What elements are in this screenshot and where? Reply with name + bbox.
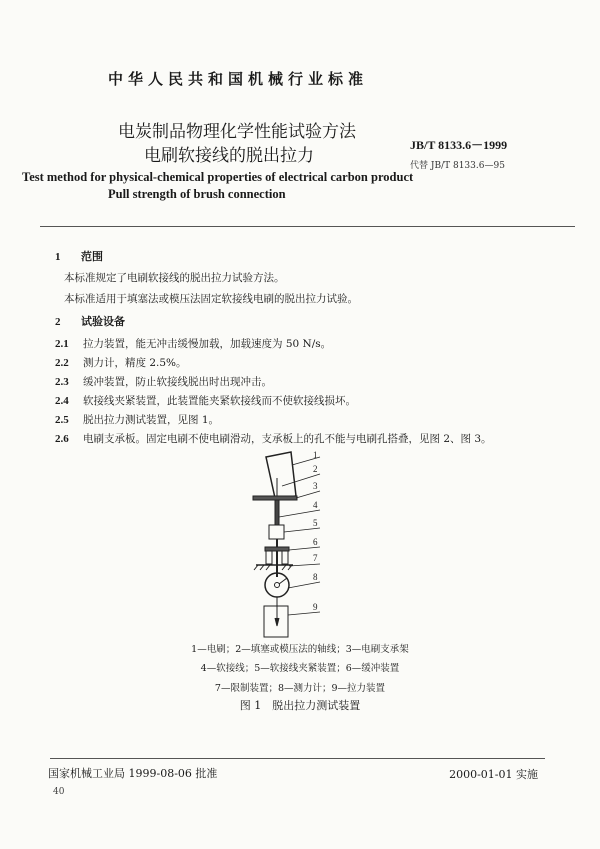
replaces-code: 代替 JB/T 8133.6—95 [410, 161, 505, 171]
list-item: 2.5 脱出拉力测试装置，见图 1。 [55, 414, 220, 426]
approval-text: 国家机械工业局 1999-08-06 批准 [48, 767, 218, 780]
figure-legend-line: 4—软接线；5—软接线夹紧装置；6—缓冲装置 [200, 663, 400, 674]
paragraph: 本标准规定了电刷软接线的脱出拉力试验方法。 [64, 272, 285, 284]
list-item: 2.1 拉力装置，能无冲击缓慢加载，加载速度为 50 N/s。 [55, 338, 332, 350]
label-7: 7 [313, 553, 318, 563]
figure-legend-line: 1—电刷；2—填塞或模压法的轴线；3—电刷支承架 [191, 644, 409, 655]
standard-code: JB/T 8133.6－1999 [410, 138, 508, 152]
figure-legend-line: 7—限制装置；8—测力计；9—拉力装置 [214, 683, 386, 694]
label-4: 4 [313, 500, 318, 510]
label-5: 5 [313, 518, 318, 528]
section-2-heading: 2 试验设备 [55, 315, 125, 328]
figure-caption: 图 1 脱出拉力测试装置 [239, 699, 361, 712]
issuing-body-header: 中华人民共和国机械行业标准 [108, 70, 369, 88]
effective-date: 2000-01-01 实施 [449, 768, 538, 781]
footer-divider [50, 758, 545, 759]
label-2: 2 [313, 464, 318, 474]
title-cn-line-2: 电刷软接线的脱出拉力 [144, 146, 314, 166]
list-item: 2.6 电刷支承板。固定电刷不使电刷滑动，支承板上的孔不能与电刷孔搭叠，见图 2、图 3。 [55, 433, 492, 445]
list-item: 2.4 软接线夹紧装置，此装置能夹紧软接线而不使软接线损坏。 [55, 395, 356, 407]
label-8: 8 [313, 572, 318, 582]
paragraph: 本标准适用于填塞法或模压法固定软接线电刷的脱出拉力试验。 [64, 293, 358, 305]
label-9: 9 [313, 602, 318, 612]
title-en-line-2: Pull strength of brush connection [108, 187, 286, 201]
label-1: 1 [313, 450, 318, 460]
label-6: 6 [313, 537, 318, 547]
title-cn-line-1: 电炭制品物理化学性能试验方法 [118, 122, 356, 142]
list-item: 2.3 缓冲装置，防止软接线脱出时出现冲击。 [55, 376, 272, 388]
page-number: 40 [53, 787, 65, 797]
label-3: 3 [313, 481, 318, 491]
list-item: 2.2 测力计，精度 2.5%。 [55, 357, 187, 369]
title-en-line-1: Test method for physical-chemical properties of electrical carbon product [22, 170, 414, 184]
section-1-heading: 1 范围 [55, 250, 103, 263]
